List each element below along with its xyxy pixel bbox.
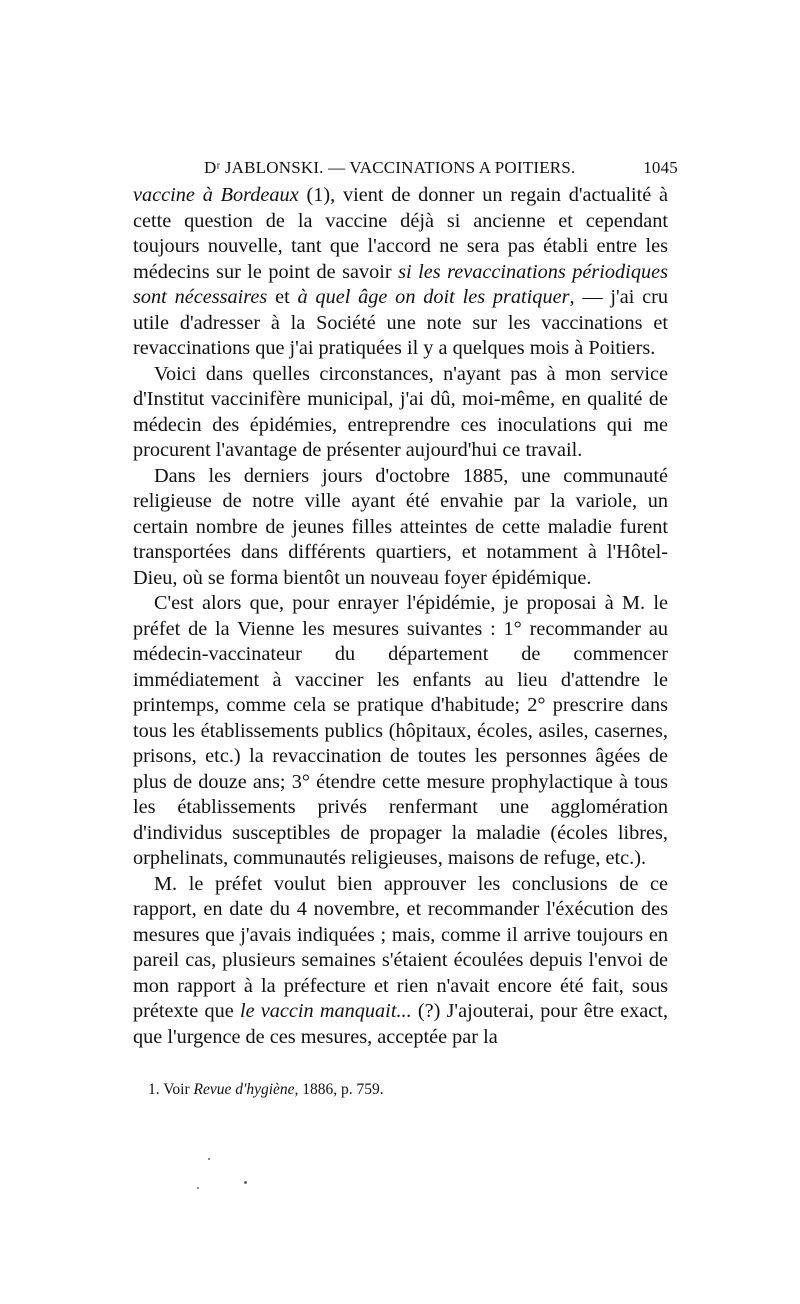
text-span: (?) J'ajouterai, pour être exact, que l'urgence de ces mesures, acceptée par la xyxy=(133,1000,669,1048)
paragraph-5 xyxy=(133,872,668,1051)
running-title: Dʳ JABLONSKI. — VACCINATIONS A POITIERS. xyxy=(204,158,576,177)
footnote xyxy=(148,1080,668,1100)
emphasis: à quel âge on doit les pratiquer xyxy=(297,286,570,308)
text-span: , — j'ai cru utile d'adresser à la Société une note sur les vaccinations et revaccinations que j'ai pratiquées il y a quelques mois à Poitiers. xyxy=(133,286,668,359)
footnote-text: Voir xyxy=(159,1081,194,1098)
text-span: (1), vient de donner un regain d'actualité à cette question de la vaccine déjà si ancienne et cependant toujours nouvelle, tant que l'accord ne sera pas établi entre les médecins sur le point de savoir xyxy=(133,184,668,283)
footnote-number: 1. xyxy=(148,1081,160,1098)
paragraph-3: Dans les derniers jours d'octobre 1885, une communauté religieuse de notre ville ayant été envahie par la variole, un certain nombre de jeunes filles atteintes de cette maladie furent transportées dans différents quartiers, et notamment à l'Hôtel-Dieu, où se forma bientôt un nouveau foyer épidémique. xyxy=(133,464,668,589)
emphasis: le vaccin manquait... xyxy=(239,1000,412,1022)
footnote-journal: Revue d'hygiène, xyxy=(193,1081,299,1098)
emphasis: si les revaccinations périodiques sont nécessaires xyxy=(133,260,668,308)
scan-speck xyxy=(197,1187,199,1189)
text-span: et xyxy=(267,286,298,308)
paragraph-2: Voici dans quelles circonstances, n'ayant pas à mon service d'Institut vaccinifère municipal, j'ai dû, moi-même, en qualité de médecin des épidémies, entreprendre ces inoculations qui me procurent l'avantage de présenter aujourd'hui ce travail. xyxy=(133,362,668,461)
page-number: 1045 xyxy=(643,158,678,177)
text-span: M. le préfet voulut bien approuver les conclusions de ce rapport, en date du 4 novembre, et recommander l'éxécution des mesures que j'avais indiquées ; mais, comme il arrive toujours en pareil cas, plusieurs semaines s'étaient écoulées depuis l'envoi de mon rapport à la préfecture et rien n'avait encore été fait, sous prétexte que xyxy=(133,872,668,1022)
emphasis: vaccine à Bordeaux xyxy=(133,184,299,206)
footnote-ref: 1886, p. 759. xyxy=(298,1081,384,1098)
paragraph-4: C'est alors que, pour enrayer l'épidémie, je proposai à M. le préfet de la Vienne les mesures suivantes : 1° recommander au médecin-vaccinateur du département de commencer immédiatement à vacciner les enfants au lieu d'attendre le printemps, comme cela se pratique d'habitude; 2° prescrire dans tous les établissements publics (hôpitaux, écoles, asiles, casernes, prisons, etc.) la revaccination de toutes les personnes âgées de plus de douze ans; 3° étendre cette mesure prophylactique à tous les établissements privés renfermant une agglomération d'individus susceptibles de propager la maladie (écoles libres, orphelinats, communautés religieuses, maisons de refuge, etc.). xyxy=(133,592,668,869)
scan-speck xyxy=(208,1158,210,1160)
running-header xyxy=(204,158,678,184)
body-text xyxy=(133,183,668,1050)
paragraph-1 xyxy=(133,183,668,362)
scan-speck xyxy=(244,1181,247,1184)
